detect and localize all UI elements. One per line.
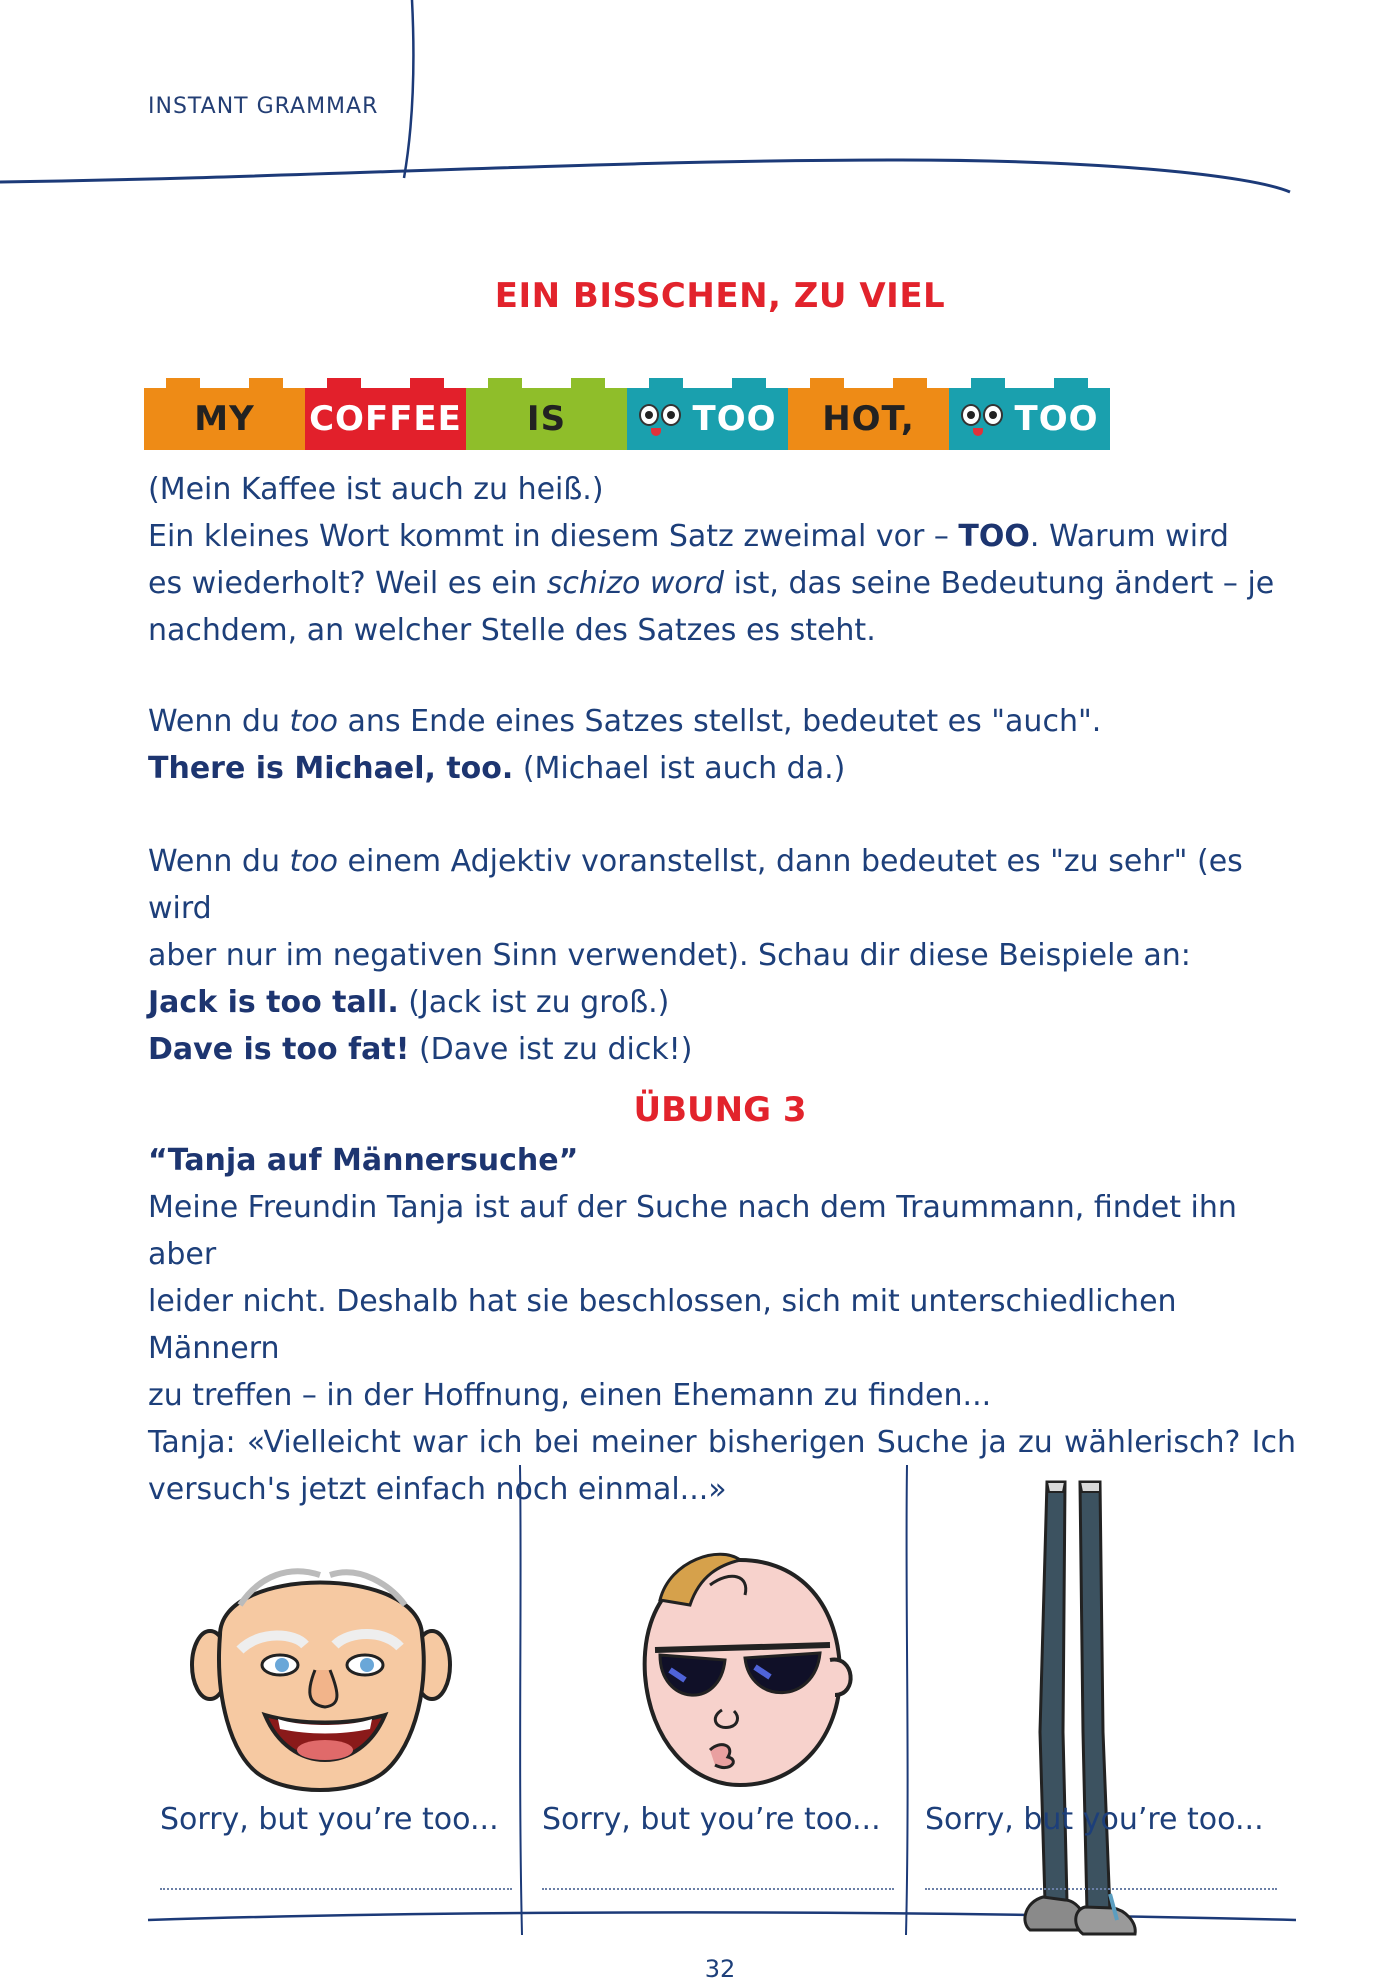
intro-line-1: Ein kleines Wort kommt in diesem Satz zweimal vor – TOO. Warum wird bbox=[148, 519, 1229, 554]
brick-body bbox=[144, 388, 305, 450]
caption-old-man: Sorry, but you’re too... bbox=[160, 1802, 499, 1837]
word-brick bbox=[466, 378, 627, 450]
word-brick bbox=[144, 378, 305, 450]
rule-one-example: There is Michael, too. (Michael ist auch da.) bbox=[148, 751, 846, 786]
word-brick bbox=[627, 378, 788, 450]
brick-word: MY bbox=[194, 399, 255, 439]
rule-two-paragraph bbox=[148, 838, 1296, 1073]
brick-word: IS bbox=[526, 399, 567, 439]
word-brick bbox=[305, 378, 466, 450]
intro-translation: (Mein Kaffee ist auch zu heiß.) bbox=[148, 472, 604, 507]
page-number: 32 bbox=[704, 1955, 736, 1983]
header-label: INSTANT GRAMMAR bbox=[148, 94, 379, 119]
googly-eyes-icon bbox=[639, 404, 683, 426]
lego-sentence bbox=[144, 378, 1110, 450]
column-divider-2 bbox=[906, 1465, 908, 1935]
header-horizontal-line bbox=[0, 160, 1290, 192]
header-vertical-line bbox=[404, 0, 413, 178]
rule-one-text: Wenn du too ans Ende eines Satzes stellst, bedeutet es "auch". bbox=[148, 704, 1102, 739]
word-brick bbox=[949, 378, 1110, 450]
exercise-line-2: leider nicht. Deshalb hat sie beschlossen, sich mit unterschiedlichen Männern bbox=[148, 1284, 1177, 1366]
brick-body bbox=[788, 388, 949, 450]
googly-eyes-icon bbox=[961, 404, 1005, 426]
word-brick bbox=[788, 378, 949, 450]
brick-word: TOO bbox=[692, 399, 777, 439]
exercise-line-3: zu treffen – in der Hoffnung, einen Ehemann zu finden... bbox=[148, 1378, 992, 1413]
brick-body bbox=[627, 388, 788, 450]
section-title: EIN BISSCHEN, ZU VIEL bbox=[494, 276, 946, 316]
exercise-line-5: versuch's jetzt einfach noch einmal...» bbox=[148, 1472, 727, 1507]
brick-body bbox=[949, 388, 1110, 450]
rule-two-example-2: Dave is too fat! (Dave ist zu dick!) bbox=[148, 1032, 693, 1067]
caption-sunglasses-man: Sorry, but you’re too... bbox=[542, 1802, 881, 1837]
brick-word: TOO bbox=[1014, 399, 1099, 439]
old-man-face-illustration bbox=[192, 1571, 450, 1790]
rule-two-line-2: aber nur im negativen Sinn verwendet). Schau dir diese Beispiele an: bbox=[148, 938, 1191, 973]
intro-line-3: nachdem, an welcher Stelle des Satzes es steht. bbox=[148, 613, 876, 648]
brick-body bbox=[466, 388, 627, 450]
rule-two-text: Wenn du too einem Adjektiv voranstellst, dann bedeutet es "zu sehr" (es wird bbox=[148, 844, 1243, 926]
exercise-line-4: Tanja: «Vielleicht war ich bei meiner bisherigen Suche ja zu wählerisch? Ich bbox=[148, 1425, 1296, 1460]
tall-legs-illustration bbox=[1025, 1482, 1135, 1934]
intro-paragraph bbox=[148, 466, 1296, 654]
brick-word: COFFEE bbox=[309, 399, 462, 439]
rule-one-paragraph bbox=[148, 698, 1296, 792]
rule-two-example-1: Jack is too tall. (Jack ist zu groß.) bbox=[148, 985, 670, 1020]
column-divider-1 bbox=[520, 1465, 522, 1935]
exercise-line-1: Meine Freundin Tanja ist auf der Suche nach dem Traummann, findet ihn aber bbox=[148, 1190, 1237, 1272]
answer-line-2[interactable] bbox=[542, 1888, 894, 1890]
brick-body bbox=[305, 388, 466, 450]
exercise-paragraph bbox=[148, 1137, 1296, 1513]
answer-line-1[interactable] bbox=[160, 1888, 512, 1890]
exercise-title: ÜBUNG 3 bbox=[633, 1090, 807, 1130]
sunglasses-man-illustration bbox=[645, 1554, 851, 1785]
caption-tall-legs: Sorry, but you’re too... bbox=[925, 1802, 1264, 1837]
exercise-subtitle: “Tanja auf Männersuche” bbox=[148, 1143, 579, 1178]
answer-line-3[interactable] bbox=[925, 1888, 1277, 1890]
intro-line-2: es wiederholt? Weil es ein schizo word ist, das seine Bedeutung ändert – je bbox=[148, 566, 1275, 601]
brick-word: HOT, bbox=[822, 399, 915, 439]
